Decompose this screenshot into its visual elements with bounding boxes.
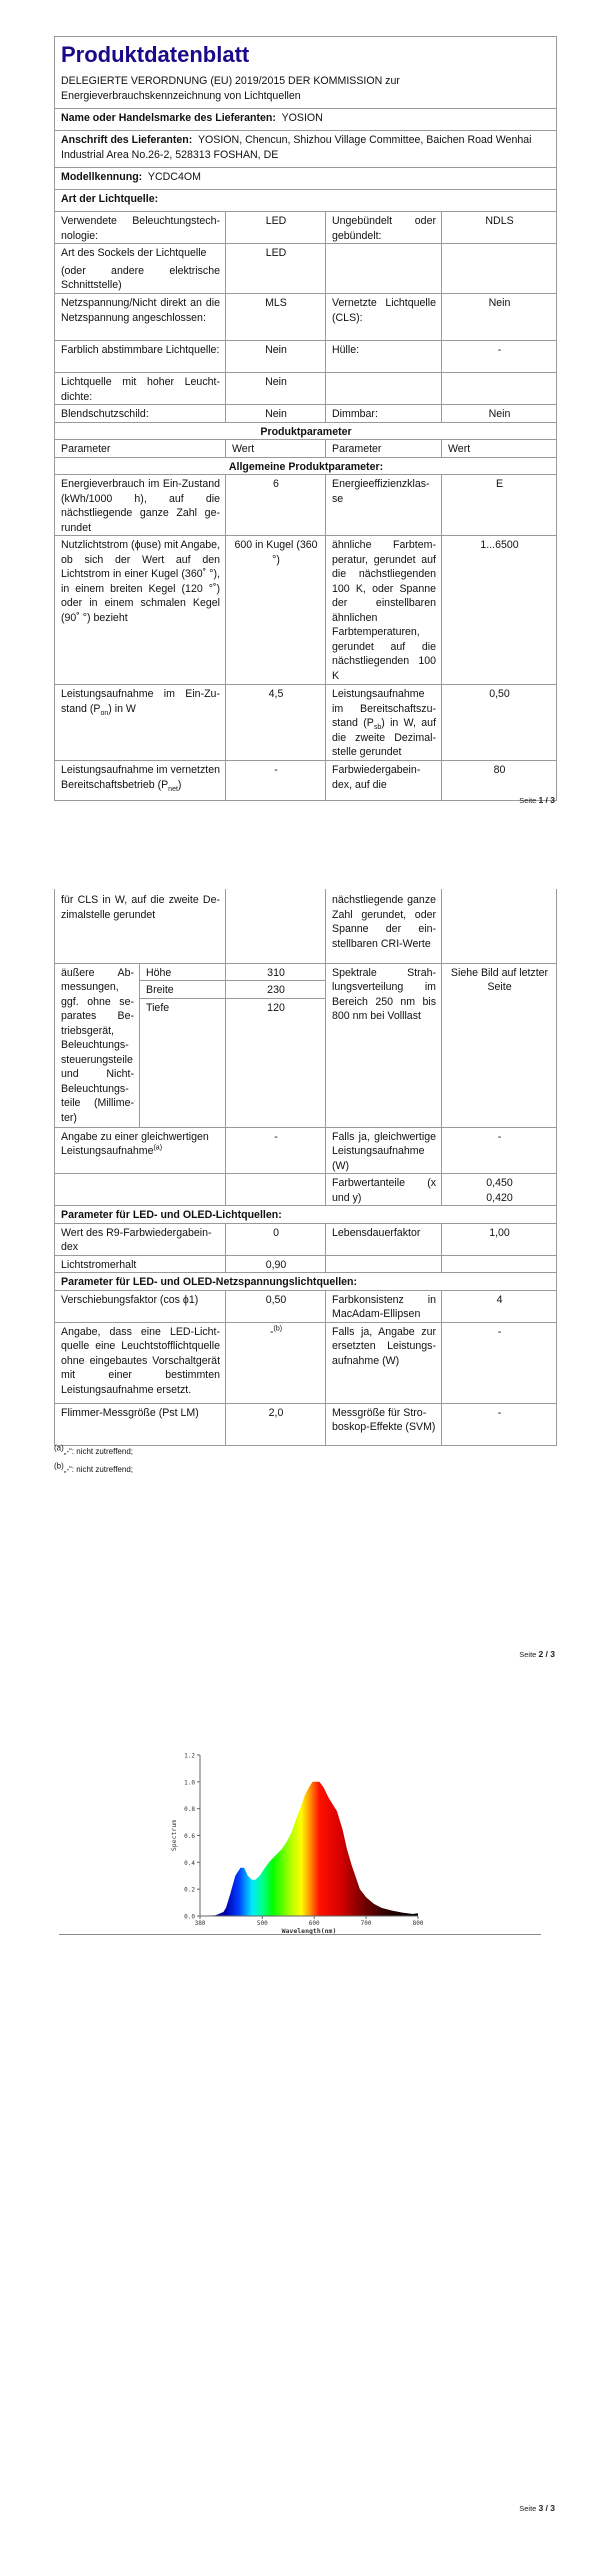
param-value: Nein <box>226 341 326 373</box>
param-label: Messgröße für Stroboskop-Effekte (SVM) <box>326 1403 442 1445</box>
param-label-continued: für CLS in W, auf die zweite Dezimalstelle gerundet <box>55 889 226 963</box>
x-tick-label: 380 <box>194 1920 206 1927</box>
param-label: Vernetzte Lichtquelle (CLS): <box>326 294 442 341</box>
param-value: 1...6500 <box>442 536 557 685</box>
param-value: 600 in Kugel (360 °) <box>226 536 326 685</box>
page-label: Seite <box>519 1650 537 1659</box>
page-number <box>519 1649 555 1659</box>
param-label: ähnliche Farbtemperatur, gerundet auf die nächstliegenden 100 K, oder Spanne der einstellbaren ähnlichen Farbtemperaturen, gerundet auf die nächstliegenden 100 K <box>326 536 442 685</box>
x-tick-label: 700 <box>360 1920 372 1927</box>
param-label <box>55 1127 226 1174</box>
param-value: LED <box>226 212 326 244</box>
empty-cell <box>326 373 442 405</box>
column-header-row <box>55 440 557 458</box>
page1-table <box>54 36 556 793</box>
text: Leistungsaufnahme im Ein-Zustand (P <box>61 688 220 715</box>
param-label <box>55 761 226 801</box>
param-value: - <box>442 1127 557 1174</box>
table-row <box>55 244 557 294</box>
param-label: Farbkonsistenz in MacAdam-Ellipsen <box>326 1290 442 1322</box>
model-label: Modellkennung: <box>61 171 143 183</box>
empty-cell <box>326 1255 442 1273</box>
param-value: 2,0 <box>226 1403 326 1445</box>
param-value: 0,50 <box>442 685 557 761</box>
param-value: Siehe Bild auf letzter Seite <box>442 963 557 1127</box>
y-tick-label: 1.2 <box>184 1752 195 1760</box>
dimension-value: 230 <box>226 981 326 999</box>
subscript: on <box>100 709 109 717</box>
footnote <box>54 1443 133 1456</box>
param-value: 0,90 <box>226 1255 326 1273</box>
table-row <box>55 1290 557 1322</box>
param-label: Ungebündelt oder gebündelt: <box>326 212 442 244</box>
param-value: E <box>442 475 557 536</box>
page-label: Seite <box>519 2504 537 2513</box>
param-value: - <box>442 1322 557 1403</box>
param-value: 4 <box>442 1290 557 1322</box>
param-label: Blendschutzschild: <box>55 405 226 423</box>
table-row <box>55 1127 557 1174</box>
table-row <box>55 341 557 373</box>
footnote-text: „-“: nicht zutreffend; <box>63 1447 133 1456</box>
table-row <box>55 536 557 685</box>
param-value: NDLS <box>442 212 557 244</box>
x-axis-label: Wavelength(nm) <box>281 1927 337 1935</box>
page-num: 2 / 3 <box>538 1649 555 1659</box>
table-row <box>55 963 557 981</box>
param-label: Verschiebungsfaktor (cos ϕ1) <box>55 1290 226 1322</box>
param-value: 0,50 <box>226 1290 326 1322</box>
param-label: Energieeffizienzklasse <box>326 475 442 536</box>
empty-cell <box>442 244 557 294</box>
param-label-line: (oder andere elektrische Schnittstelle) <box>61 264 220 291</box>
empty-cell <box>442 1255 557 1273</box>
param-value: LED <box>226 244 326 294</box>
subscript: net <box>168 785 178 793</box>
superscript: (a) <box>153 1144 163 1152</box>
column-header: Wert <box>442 440 557 458</box>
page-num: 1 / 3 <box>538 795 555 805</box>
regulation-line-1: DELEGIERTE VERORDNUNG (EU) 2019/2015 DER KOMMISSION zur <box>61 75 400 87</box>
chroma-x: 0,450 <box>486 1177 513 1189</box>
supplier-name-label: Name oder Handelsmarke des Lieferanten: <box>61 112 276 124</box>
param-label: Lichtstromerhalt <box>55 1255 226 1273</box>
param-value: 80 <box>442 761 557 801</box>
param-value: Nein <box>442 294 557 341</box>
text: - <box>269 1325 274 1338</box>
section-heading-mains: Parameter für LED- und OLED-Netzspannungslichtquellen: <box>55 1273 557 1291</box>
spectrum-area <box>200 1782 418 1916</box>
table-row <box>55 1174 557 1206</box>
y-tick-label: 0.4 <box>184 1859 195 1867</box>
model-value: YCDC4OM <box>147 171 201 183</box>
empty-cell <box>55 1174 226 1206</box>
param-value: Nein <box>226 405 326 423</box>
table-row <box>55 761 557 801</box>
param-value: MLS <box>226 294 326 341</box>
supplier-address-label: Anschrift des Lieferanten: <box>61 134 193 146</box>
model-row <box>55 168 557 190</box>
section-heading-general: Allgemeine Produktparameter: <box>55 457 557 475</box>
param-label <box>326 685 442 761</box>
text: Leistungsaufnahme im vernetzten Bereitschaftsbetrieb (P <box>61 764 220 791</box>
empty-cell <box>226 1174 326 1206</box>
param-label: Farbwiedergabeindex, auf die <box>326 761 442 801</box>
param-value: - <box>226 761 326 801</box>
param-label: Hülle: <box>326 341 442 373</box>
dimension-name: Breite <box>140 981 226 999</box>
x-tick-label: 500 <box>256 1920 268 1927</box>
text: ) in W, auf die zweite Dezimalstelle gerundet <box>332 717 437 758</box>
table-row <box>55 1223 557 1255</box>
param-label: Energieverbrauch im Ein-Zustand (kWh/1000 h), auf die nächstliegende ganze Zahl gerundet <box>55 475 226 536</box>
supplier-name-value: YOSION <box>281 112 323 124</box>
empty-cell <box>226 889 326 963</box>
param-label: Spektrale Strahlungsverteilung im Bereich 250 nm bis 800 nm bei Volllast <box>326 963 442 1127</box>
dimension-value: 310 <box>226 963 326 981</box>
empty-cell <box>442 373 557 405</box>
dimension-name: Höhe <box>140 963 226 981</box>
column-header: Parameter <box>326 440 442 458</box>
page-number <box>519 795 555 805</box>
dimension-name: Tiefe <box>140 998 226 1127</box>
param-value: Nein <box>442 405 557 423</box>
param-label-continued: nächstliegende ganze Zahl gerundet, oder Spanne der einstellbaren CRI-Werte <box>326 889 442 963</box>
param-label: Falls ja, gleichwertige Leistungsaufnahme (W) <box>326 1127 442 1174</box>
footnote-text: „-“: nicht zutreffend; <box>63 1465 133 1474</box>
y-tick-label: 0.2 <box>184 1886 195 1894</box>
supplier-address-value: YOSION, Chencun, Shizhou Village Committee, Baichen Road Wenhai Industrial Area No.26-2, 528313 FOSHAN, DE <box>61 134 532 161</box>
param-value: 1,00 <box>442 1223 557 1255</box>
param-label-line: Art des Sockels der Lichtquelle <box>61 247 207 259</box>
x-tick-label: 800 <box>412 1920 424 1927</box>
section-heading-product-params: Produktparameter <box>55 422 557 440</box>
section-heading-led: Parameter für LED- und OLED-Lichtquellen: <box>55 1206 557 1224</box>
param-label: Falls ja, Angabe zur ersetzten Leistungsaufnahme (W) <box>326 1322 442 1403</box>
table-row <box>55 294 557 341</box>
light-type-heading: Art der Lichtquelle: <box>55 190 557 212</box>
table-row <box>55 373 557 405</box>
y-tick-label: 0.8 <box>184 1806 195 1814</box>
regulation-line-2: Energieverbrauchskennzeichnung von Lichtquellen <box>61 89 301 102</box>
param-label: Farbwertanteile (x und y) <box>326 1174 442 1206</box>
footnote-mark: (a) <box>54 1443 64 1453</box>
param-value: 4,5 <box>226 685 326 761</box>
table-row <box>55 685 557 761</box>
dimension-value: 120 <box>226 998 326 1127</box>
table-row <box>55 1255 557 1273</box>
param-label: Flimmer-Messgröße (Pst LM) <box>55 1403 226 1445</box>
supplier-name-row <box>55 109 557 131</box>
empty-cell <box>442 889 557 963</box>
empty-cell <box>326 244 442 294</box>
chroma-y: 0,420 <box>486 1191 513 1204</box>
footnote-mark: (b) <box>54 1461 64 1471</box>
param-label: Angabe, dass eine LED-Lichtquelle eine Leuchtstofflichtquelle ohne eingebautes Vorschaltgerät mit einer bestimmten Leistungsaufnahme ersetzt. <box>55 1322 226 1403</box>
text: Leistungsaufnahme im Bereitschaftszustand (P <box>332 688 436 729</box>
text: ) in W <box>108 702 136 715</box>
text: Angabe zu einer gleichwertigen Leistungsaufnahme <box>61 1130 209 1157</box>
param-value <box>442 1174 557 1206</box>
page-label: Seite <box>519 796 537 805</box>
param-label: Farblich abstimmbare Lichtquelle: <box>55 341 226 373</box>
y-tick-label: 0.6 <box>184 1833 195 1840</box>
table-row <box>55 1322 557 1403</box>
table-row <box>55 212 557 244</box>
param-label: Verwendete Beleuchtungstechnologie: <box>55 212 226 244</box>
column-header: Wert <box>226 440 326 458</box>
table-row <box>55 1403 557 1445</box>
page-num: 3 / 3 <box>538 2503 555 2513</box>
footnote <box>54 1461 133 1474</box>
param-label <box>55 685 226 761</box>
y-tick-label: 0.0 <box>184 1913 195 1921</box>
divider <box>59 1934 541 1935</box>
page-title: Produktdatenblatt <box>61 42 250 67</box>
param-label: Lichtquelle mit hoher Leuchtdichte: <box>55 373 226 405</box>
param-value: - <box>226 1127 326 1174</box>
param-label: Dimmbar: <box>326 405 442 423</box>
y-tick-label: 1.0 <box>184 1779 195 1787</box>
table-row <box>55 405 557 423</box>
param-label: Wert des R9-Farbwiedergabeindex <box>55 1223 226 1255</box>
supplier-address-row <box>55 131 557 168</box>
x-tick-label: 600 <box>308 1920 320 1927</box>
subscript: sb <box>373 724 382 732</box>
dimensions-label: äußere Abmessungen, ggf. ohne separates Betriebsgerät, Beleuchtungssteuerungsteile und Nicht-Beleuchtungsteile (Millimeter) <box>55 963 140 1127</box>
table-row <box>55 475 557 536</box>
param-value <box>226 1322 326 1403</box>
spectrum-chart <box>140 1745 440 1935</box>
text: ) <box>177 778 182 791</box>
y-axis-label: Spectrum <box>170 1819 178 1852</box>
param-value: Nein <box>226 373 326 405</box>
param-label <box>55 244 226 294</box>
page-number <box>519 2503 555 2513</box>
header-cell <box>55 37 557 109</box>
param-value: - <box>442 341 557 373</box>
param-value: - <box>442 1403 557 1445</box>
param-label: Lebensdauerfaktor <box>326 1223 442 1255</box>
param-label: Netzspannung/Nicht direkt an die Netzspannung angeschlossen: <box>55 294 226 341</box>
column-header: Parameter <box>55 440 226 458</box>
table-row <box>55 889 557 963</box>
superscript: (b) <box>273 1324 283 1332</box>
param-value: 6 <box>226 475 326 536</box>
param-value: 0 <box>226 1223 326 1255</box>
param-label: Nutzlichtstrom (ϕuse) mit Angabe, ob sich der Wert auf den Lichtstrom in einer Kugel (360˚ °), in einem breiten Kegel (120 °˚) oder in einem schmalen Kegel (90˚ °) bezieht <box>55 536 226 685</box>
